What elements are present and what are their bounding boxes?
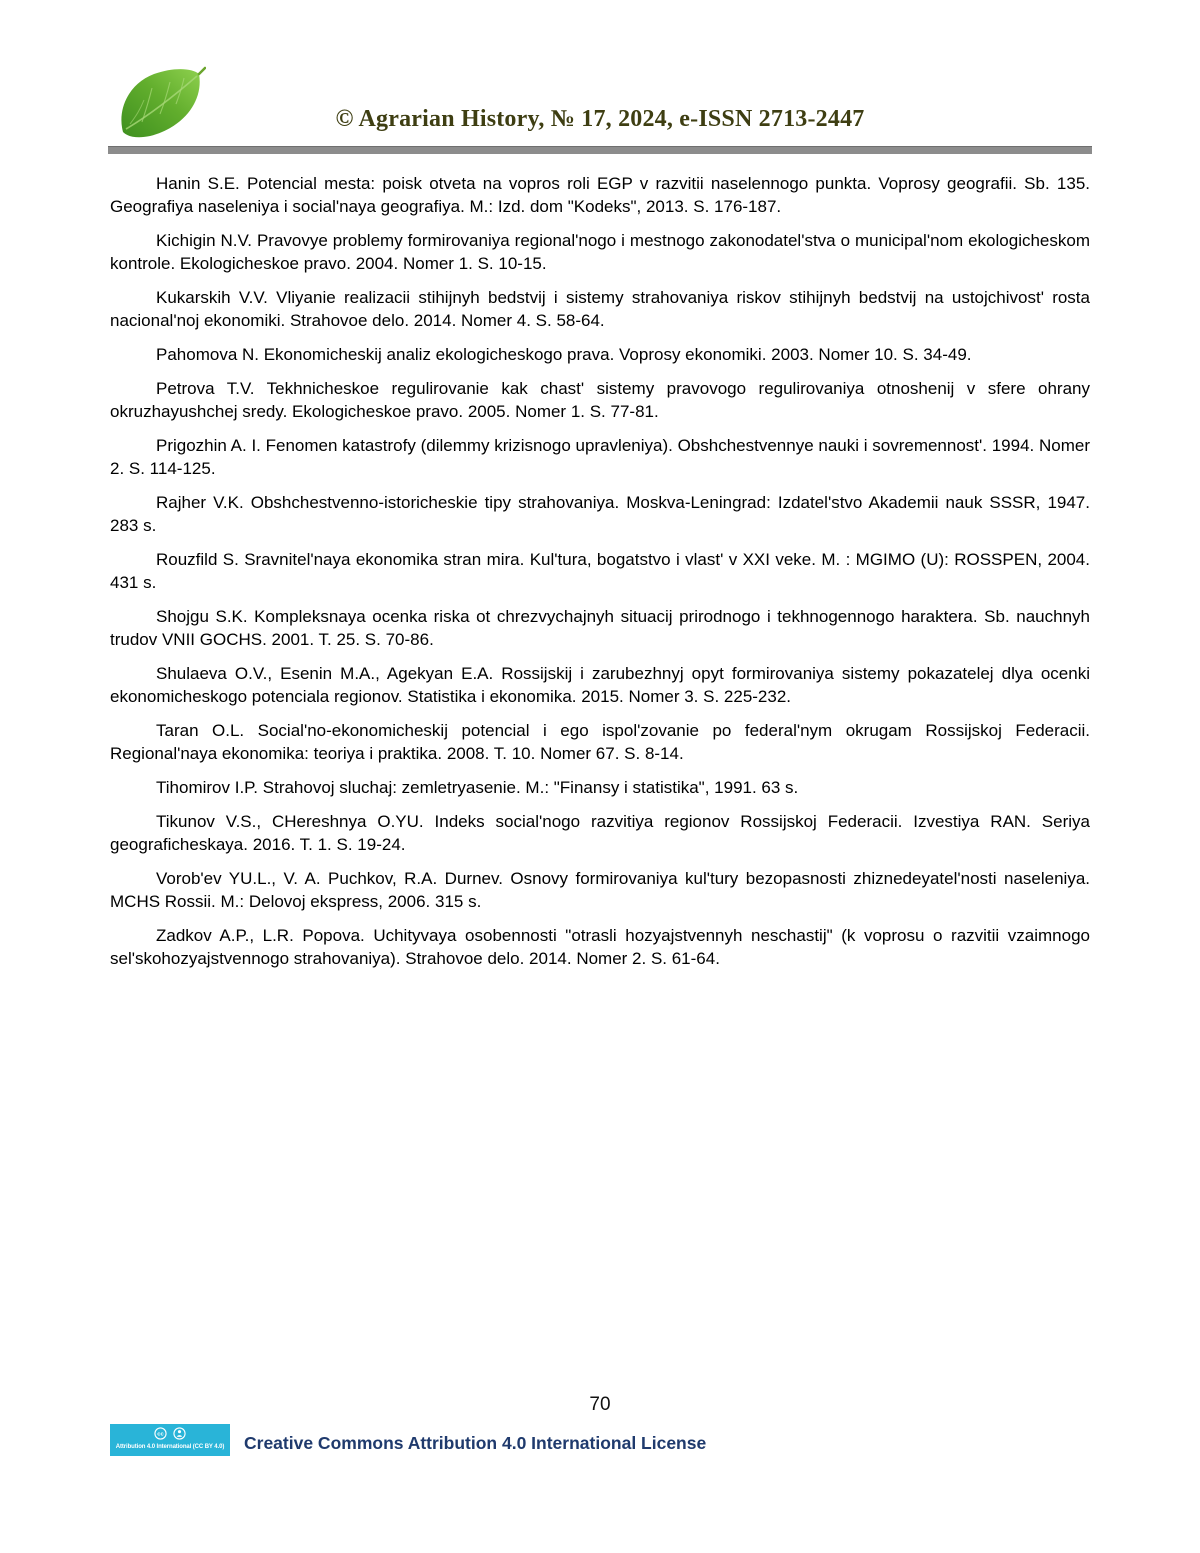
reference-item: Rouzfild S. Sravnitel'naya ekonomika stran mira. Kul'tura, bogatstvo i vlast' v XXI veke. M. : MGIMO (U): ROSSPEN, 2004. 431 s. xyxy=(110,550,1090,592)
reference-item: Kichigin N.V. Pravovye problemy formirovaniya regional'nogo i mestnogo zakonodatel'stva o municipal'nom ekologicheskom kontrole. Ekologicheskoe pravo. 2004. Nomer 1. S. 10-15. xyxy=(110,231,1090,273)
reference-item: Rajher V.K. Obshchestvenno-istoricheskie tipy strahovaniya. Moskva-Leningrad: Izdatel'stvo Akademii nauk SSSR, 1947. 283 s. xyxy=(110,493,1090,535)
reference-item: Taran O.L. Social'no-ekonomicheskij potencial i ego ispol'zovanie po federal'nym okrugam Rossijskoj Federacii. Regional'naya ekonomika: teoriya i praktika. 2008. T. 10. Nomer 67. S. 8-14. xyxy=(110,721,1090,763)
reference-item: Tihomirov I.P. Strahovoj sluchaj: zemletryasenie. M.: "Finansy i statistika", 1991. 63 s. xyxy=(156,778,799,797)
reference-item: Kukarskih V.V. Vliyanie realizacii stihijnyh bedstvij i sistemy strahovaniya riskov stihijnyh bedstvij na ustojchivost' rosta nacional'noj ekonomiki. Strahovoe delo. 2014. Nomer 4. S. 58-64. xyxy=(110,288,1090,330)
cc-badge-label: Attribution 4.0 International (CC BY 4.0) xyxy=(115,1444,225,1450)
reference-item: Vorob'ev YU.L., V. A. Puchkov, R.A. Durnev. Osnovy formirovaniya kul'tury bezopasnosti zhiznedeyatel'nosti naseleniya. MCHS Rossii. M.: Delovoj ekspress, 2006. 315 s. xyxy=(110,869,1090,911)
reference-item: Petrova T.V. Tekhnicheskoe regulirovanie kak chast' sistemy pravovogo regulirovaniya otnoshenij v sfere ohrany okruzhayushchej sredy. Ekologicheskoe pravo. 2005. Nomer 1. S. 77-81. xyxy=(110,379,1090,421)
header-divider xyxy=(108,146,1092,154)
page-number: 70 xyxy=(589,1394,611,1415)
references-list xyxy=(110,172,1090,981)
reference-item: Zadkov A.P., L.R. Popova. Uchityvaya osobennosti "otrasli hozyajstvennyh neschastij" (k voprosu o razvitii vzaimnogo sel'skohozyajstvennogo strahovaniya). Strahovoe delo. 2014. Nomer 2. S. 61-64. xyxy=(110,926,1090,968)
journal-title: © Agrarian History, № 17, 2024, e-ISSN 2713-2447 xyxy=(335,106,865,132)
reference-item: Prigozhin A. I. Fenomen katastrofy (dilemmy krizisnogo upravleniya). Obshchestvennye nauki i sovremennost'. 1994. Nomer 2. S. 114-125. xyxy=(110,436,1090,478)
svg-text:cc: cc xyxy=(157,1431,164,1438)
reference-item: Shojgu S.K. Kompleksnaya ocenka riska ot chrezvychajnyh situacij prirodnogo i tekhnogennogo haraktera. Sb. nauchnyh trudov VNII GOCHS. 2001. T. 25. S. 70-86. xyxy=(110,607,1090,649)
reference-item: Tikunov V.S., CHereshnya O.YU. Indeks social'nogo razvitiya regionov Rossijskoj Federacii. Izvestiya RAN. Seriya geograficheskaya. 2016. T. 1. S. 19-24. xyxy=(110,812,1090,854)
reference-item: Pahomova N. Ekonomicheskij analiz ekologicheskogo prava. Voprosy ekonomiki. 2003. Nomer 10. S. 34-49. xyxy=(156,345,972,364)
cc-badge-icons xyxy=(110,1427,230,1441)
cc-icon xyxy=(154,1427,167,1440)
license-link[interactable]: Creative Commons Attribution 4.0 International License xyxy=(244,1433,707,1453)
attribution-person-icon xyxy=(173,1427,186,1440)
cc-license-badge[interactable] xyxy=(110,1424,230,1456)
reference-item: Hanin S.E. Potencial mesta: poisk otveta na vopros roli EGP v razvitii naselennogo punkta. Voprosy geografii. Sb. 135. Geografiya naseleniya i social'naya geografiya. M.: Izd. dom "Kodeks", 2013. S. 176-187. xyxy=(110,174,1090,216)
reference-item: Shulaeva O.V., Esenin M.A., Agekyan E.A. Rossijskij i zarubezhnyj opyt formirovaniya sistemy pokazatelej dlya ocenki ekonomicheskogo potenciala regionov. Statistika i ekonomika. 2015. Nomer 3. S. 225-232. xyxy=(110,664,1090,706)
